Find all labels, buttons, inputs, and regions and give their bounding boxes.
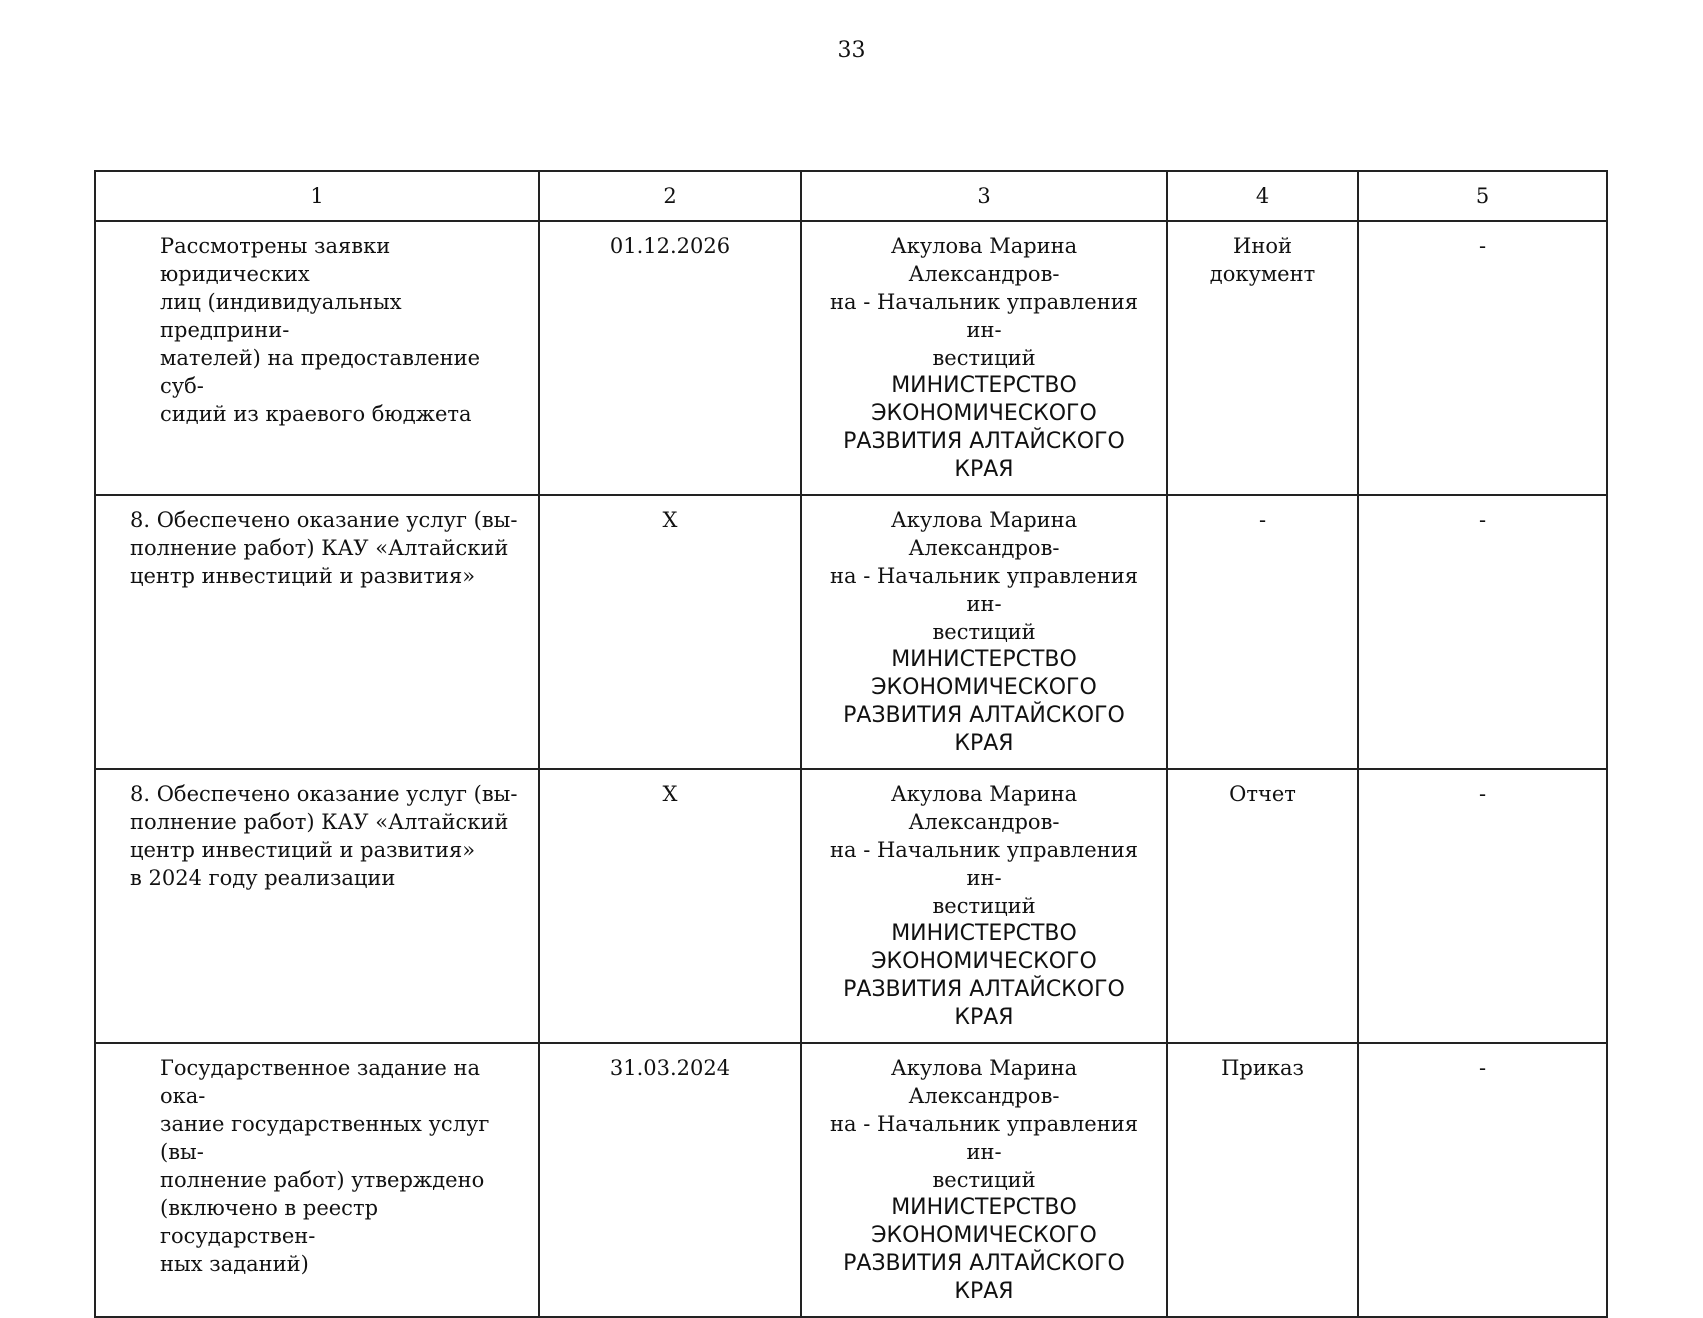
date-cell	[539, 495, 801, 769]
document-text: -	[1258, 508, 1267, 532]
responsible-cell	[801, 221, 1167, 495]
note-text: -	[1478, 782, 1487, 806]
event-cell	[95, 221, 539, 495]
note-cell	[1358, 221, 1607, 495]
header-col-4: 4	[1167, 171, 1358, 221]
note-cell	[1358, 495, 1607, 769]
header-col-1: 1	[95, 171, 539, 221]
table-row	[95, 1043, 1607, 1317]
responsible-cell	[801, 1043, 1167, 1317]
header-col-3: 3	[801, 171, 1167, 221]
note-text: -	[1478, 508, 1487, 532]
table-row	[95, 495, 1607, 769]
date-text: X	[662, 508, 678, 532]
header-col-2: 2	[539, 171, 801, 221]
table-row	[95, 221, 1607, 495]
document-cell	[1167, 221, 1358, 495]
date-text: 01.12.2026	[609, 234, 731, 258]
page-number: 33	[837, 38, 866, 63]
document-cell	[1167, 495, 1358, 769]
plan-table	[94, 170, 1608, 1318]
date-text: X	[662, 782, 678, 806]
event-text: Рассмотрены заявки юридических лиц (индивидуальных предприни- мателей) на предоставление суб- сидий из краевого бюджета	[160, 234, 481, 426]
responsible-org: МИНИСТЕРСТВО ЭКОНОМИЧЕСКОГО РАЗВИТИЯ АЛТАЙСКОГО КРАЯ	[843, 373, 1125, 482]
event-cell	[95, 495, 539, 769]
event-cell	[95, 769, 539, 1043]
responsible-name: Акулова Марина Александров- на - Начальник управления ин- вестиций	[830, 782, 1138, 918]
header-col-5: 5	[1358, 171, 1607, 221]
responsible-org: МИНИСТЕРСТВО ЭКОНОМИЧЕСКОГО РАЗВИТИЯ АЛТАЙСКОГО КРАЯ	[843, 647, 1125, 756]
event-text: 8. Обеспечено оказание услуг (вы- полнение работ) КАУ «Алтайский центр инвестиций и развития»	[130, 508, 518, 588]
date-cell	[539, 221, 801, 495]
responsible-name: Акулова Марина Александров- на - Начальник управления ин- вестиций	[830, 508, 1138, 644]
responsible-org: МИНИСТЕРСТВО ЭКОНОМИЧЕСКОГО РАЗВИТИЯ АЛТАЙСКОГО КРАЯ	[843, 1195, 1125, 1304]
document-cell	[1167, 1043, 1358, 1317]
responsible-cell	[801, 769, 1167, 1043]
date-cell	[539, 769, 801, 1043]
note-cell	[1358, 1043, 1607, 1317]
responsible-name: Акулова Марина Александров- на - Начальник управления ин- вестиций	[830, 234, 1138, 370]
document-text: Отчет	[1229, 782, 1296, 806]
event-text: Государственное задание на ока- зание государственных услуг (вы- полнение работ) утверждено (включено в реестр государствен- ных заданий)	[160, 1056, 490, 1276]
responsible-org: МИНИСТЕРСТВО ЭКОНОМИЧЕСКОГО РАЗВИТИЯ АЛТАЙСКОГО КРАЯ	[843, 921, 1125, 1030]
document-cell	[1167, 769, 1358, 1043]
responsible-name: Акулова Марина Александров- на - Начальник управления ин- вестиций	[830, 1056, 1138, 1192]
note-cell	[1358, 769, 1607, 1043]
document-text: Приказ	[1221, 1056, 1304, 1080]
event-cell	[95, 1043, 539, 1317]
date-cell	[539, 1043, 801, 1317]
document-text: Иной документ	[1209, 234, 1316, 286]
event-text: 8. Обеспечено оказание услуг (вы- полнение работ) КАУ «Алтайский центр инвестиций и развития» в 2024 году реализации	[130, 782, 518, 890]
note-text: -	[1478, 234, 1487, 258]
responsible-cell	[801, 495, 1167, 769]
table-header-row	[95, 171, 1607, 221]
table-row	[95, 769, 1607, 1043]
date-text: 31.03.2024	[609, 1056, 731, 1080]
note-text: -	[1478, 1056, 1487, 1080]
